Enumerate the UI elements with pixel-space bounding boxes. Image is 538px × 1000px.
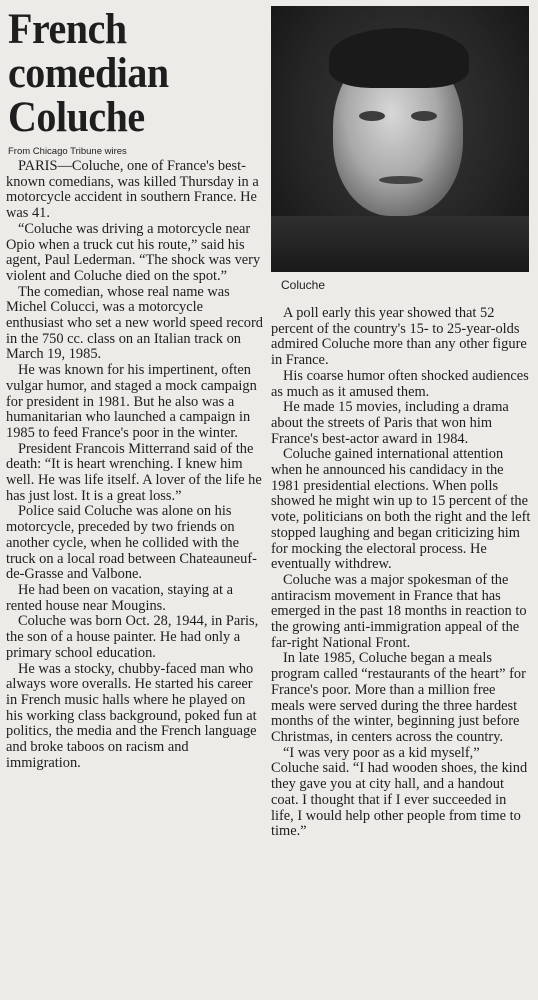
paragraph: A poll early this year showed that 52 percent of the country's 15- to 25-year-olds admired Coluche more than any other figure in France. (271, 305, 527, 369)
paragraph: “Coluche was driving a motorcycle near Opio when a truck cut his route,” said his agent, Paul Lederman. “The shock was very violent and Coluche died on the spot.” (6, 220, 261, 284)
photo-shirt (271, 216, 529, 272)
paragraph: He was a stocky, chubby-faced man who always wore overalls. He started his career in French music halls where he played on his working class background, poked fun at politics, the media and the French language and broke taboos on racism and immigration. (6, 660, 257, 771)
photo-eye-right (411, 111, 437, 121)
photo-mouth (379, 176, 423, 184)
photo-eye-left (359, 111, 385, 121)
paragraph: PARIS—Coluche, one of France's best-known comedians, was killed Thursday in a motorcycle accident in southern France. He was 41. (6, 158, 259, 222)
portrait-photo (271, 6, 529, 272)
byline: From Chicago Tribune wires (8, 146, 127, 157)
headline-line-2: comedian (8, 50, 169, 97)
left-column (6, 8, 264, 771)
paragraph: He had been on vacation, staying at a rented house near Mougins. (6, 581, 233, 614)
paragraph: “I was very poor as a kid myself,” Coluche said. “I had wooden shoes, the kind they gave you at city hall, and a handout coat. I thought that if I ever succeeded in life, I would help other people from time to time.” (271, 744, 528, 840)
paragraph: Police said Coluche was alone on his motorcycle, preceded by two friends on another cycle, when he collided with the truck on a local road between Chateauneuf-de-Grasse and Valbone. (6, 503, 257, 583)
paragraph: Coluche gained international attention when he announced his candidacy in the 1981 presidential elections. When polls showed he might win up to 15 percent of the vote, politicians on both the right and the left stopped laughing and began criticizing him for mocking the electoral process. He eventually withdrew. (271, 446, 531, 573)
right-column (271, 6, 531, 840)
paragraph: Coluche was a major spokesman of the antiracism movement in France that has emerged in the past 18 months in reaction to the growing anti-immigration appeal of the far-right National Front. (271, 571, 527, 651)
photo-caption: Coluche (281, 278, 326, 292)
paragraph: In late 1985, Coluche began a meals program called “restaurants of the heart” for France's poor. More than a million free meals were served during the three hardest months of the winter, beginning just before Christmas, in centers across the country. (271, 650, 526, 745)
headline-line-1: French (8, 6, 127, 53)
headline (8, 8, 246, 140)
paragraph: President Francois Mitterrand said of the death: “It is heart wrenching. I knew him well. He was life itself. A lover of the life he has just lost. It is a great loss.” (6, 440, 262, 504)
paragraph: His coarse humor often shocked audiences as much as it amused them. (271, 367, 529, 400)
paragraph: The comedian, whose real name was Michel Colucci, was a motorcycle enthusiast who set a new world speed record in the 750 cc. class on an Italian track on March 19, 1985. (6, 283, 263, 363)
paragraph: Coluche was born Oct. 28, 1944, in Paris, the son of a house painter. He had only a primary school education. (6, 613, 259, 661)
paragraph: He made 15 movies, including a drama about the streets of Paris that won him France's best-actor award in 1984. (271, 399, 509, 447)
photo-hair (329, 28, 469, 88)
headline-line-3: Coluche (8, 94, 145, 141)
paragraph: He was known for his impertinent, often vulgar humor, and staged a mock campaign for president in 1981. But he also was a humanitarian who launched a campaign in 1985 to feed France's poor in the winter. (6, 362, 257, 441)
right-text (271, 306, 531, 840)
